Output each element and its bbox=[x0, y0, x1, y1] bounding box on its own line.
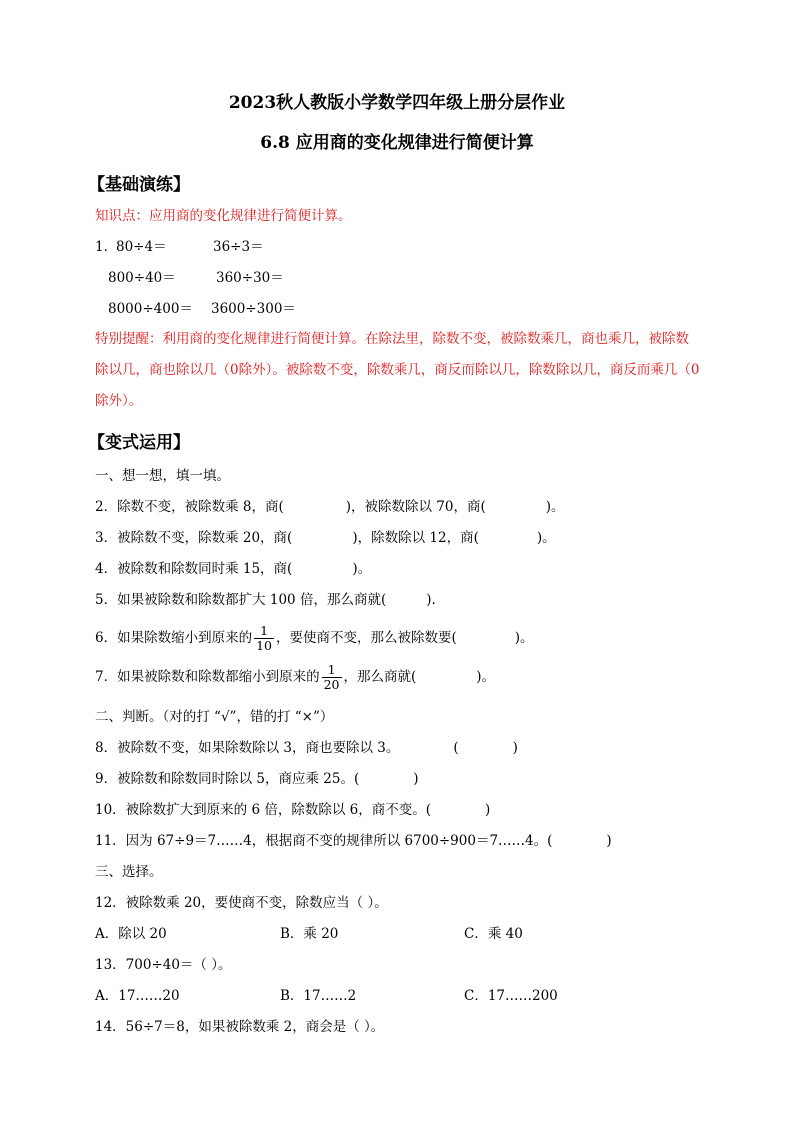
q1-expr-b2: 360÷30＝ bbox=[216, 270, 284, 286]
question-13-stem: 13．700÷40＝（ ）。 bbox=[95, 957, 232, 973]
question-12-stem: 12．被除数乘 20，要使商不变，除数应当（ ）。 bbox=[95, 895, 388, 911]
q13-option-b[interactable]: B．17……2 bbox=[280, 988, 357, 1004]
part2-heading: 二、判断。（对的打 “√”，错的打 “×”） bbox=[95, 709, 334, 725]
q1-expr-a2: 36÷3＝ bbox=[213, 239, 264, 255]
variant-section-heading: 【变式运用】 bbox=[88, 433, 190, 453]
q12-option-a[interactable]: A．除以 20 bbox=[95, 926, 167, 942]
q8-text: 8．被除数不变，如果除数除以 3，商也要除以 3。 bbox=[95, 740, 400, 756]
question-10 bbox=[95, 801, 490, 819]
part1-heading: 一、想一想，填一填。 bbox=[95, 468, 230, 484]
q4-text-a: 4．被除数和除数同时乘 15，商( bbox=[95, 561, 293, 577]
q2-text-b: )，被除数除以 70，商( bbox=[345, 499, 486, 515]
q10-text: 10．被除数扩大到原来的 6 倍，除数除以 6，商不变。( bbox=[95, 802, 431, 818]
question-9 bbox=[95, 770, 419, 788]
q12-option-c[interactable]: C．乘 40 bbox=[464, 926, 523, 942]
question-5 bbox=[95, 591, 436, 609]
q2-text-c: )。 bbox=[545, 499, 565, 515]
q6-text-a: 6．如果除数缩小到原来的 bbox=[95, 630, 253, 646]
q12-option-b[interactable]: B．乘 20 bbox=[280, 926, 339, 942]
question-3 bbox=[95, 529, 556, 547]
question-6 bbox=[95, 623, 534, 653]
q8-paren-close: ) bbox=[512, 740, 518, 756]
basic-section-heading: 【基础演练】 bbox=[88, 175, 190, 195]
question-4 bbox=[95, 560, 371, 578]
q9-text: 9．被除数和除数同时除以 5，商应乘 25。( bbox=[95, 771, 360, 787]
q6-fraction-denominator: 10 bbox=[256, 638, 272, 653]
q1-expr-b1: 800÷40＝ bbox=[108, 270, 176, 286]
question-8 bbox=[95, 739, 518, 757]
q10-paren-close: ) bbox=[485, 802, 491, 818]
q5-text-b: ). bbox=[426, 592, 436, 608]
q3-text-b: )，除数除以 12，商( bbox=[352, 530, 479, 546]
q11-text: 11．因为 67÷9＝7……4，根据商不变的规律所以 6700÷900＝7……4。( bbox=[95, 833, 553, 849]
q7-text-c: )。 bbox=[476, 669, 496, 685]
q7-text-b: ，那么商就( bbox=[343, 669, 417, 685]
q6-fraction-numerator: 1 bbox=[254, 624, 274, 639]
q3-text-a: 3．被除数不变，除数乘 20，商( bbox=[95, 530, 293, 546]
q7-fraction-denominator: 20 bbox=[323, 677, 340, 692]
q9-paren-close: ) bbox=[413, 771, 419, 787]
lesson-title: 6.8 应用商的变化规律进行简便计算 bbox=[260, 133, 534, 153]
part3-heading: 三、选择。 bbox=[95, 864, 163, 880]
worksheet-title: 2023秋人教版小学数学四年级上册分层作业 bbox=[228, 93, 566, 113]
question-2 bbox=[95, 498, 565, 516]
q13-option-c[interactable]: C．17……200 bbox=[464, 988, 558, 1004]
q7-text-a: 7．如果被除数和除数都缩小到原来的 bbox=[95, 669, 320, 685]
q5-text-a: 5．如果被除数和除数都扩大 100 倍，那么商就( bbox=[95, 592, 387, 608]
q4-text-b: )。 bbox=[352, 561, 372, 577]
q3-text-c: )。 bbox=[536, 530, 556, 546]
knowledge-point: 知识点：应用商的变化规律进行简便计算。 bbox=[95, 208, 352, 224]
question-11 bbox=[95, 832, 612, 850]
question-14-stem: 14．56÷7＝8，如果被除数乘 2，商会是（ ）。 bbox=[95, 1019, 385, 1035]
q13-option-a[interactable]: A．17……20 bbox=[95, 988, 180, 1004]
q6-text-c: )。 bbox=[514, 630, 534, 646]
q1-number: 1． bbox=[95, 239, 118, 255]
q2-text-a: 2．除数不变，被除数乘 8，商( bbox=[95, 499, 284, 515]
q1-expr-c1: 8000÷400＝ bbox=[108, 301, 193, 317]
question-7 bbox=[95, 662, 495, 692]
q7-fraction-numerator: 1 bbox=[322, 663, 342, 678]
special-reminder: 特别提醒：利用商的变化规律进行简便计算。在除法里，除数不变，被除数乘几，商也乘几，被除数除以几，商也除以几（0除外）。被除数不变，除数乘几，商反而除以几，除数除以几，商反而乘几（0除外）。 bbox=[95, 331, 700, 409]
q7-fraction bbox=[322, 663, 342, 692]
q11-paren-close: ) bbox=[606, 833, 612, 849]
q6-text-b: ，要使商不变，那么被除数要( bbox=[276, 630, 457, 646]
q1-expr-c2: 3600÷300＝ bbox=[211, 301, 296, 317]
q8-paren-open: ( bbox=[453, 740, 459, 756]
q6-fraction bbox=[254, 624, 274, 653]
q1-expr-a1: 80÷4＝ bbox=[116, 239, 167, 255]
